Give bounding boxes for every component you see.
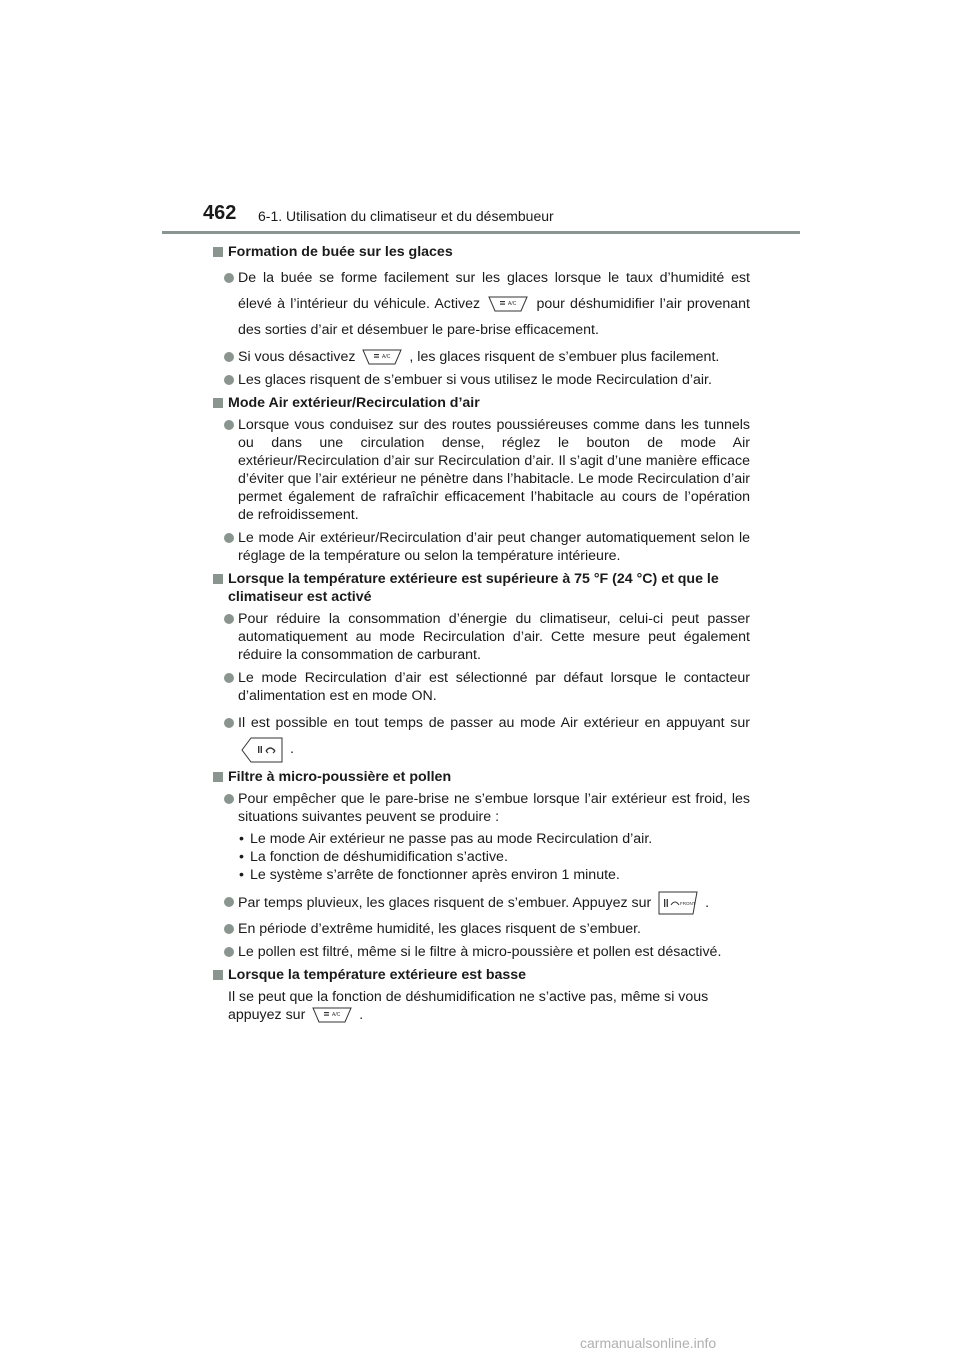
watermark: carmanualsonline.info [580, 1335, 717, 1351]
recirculation-button-icon [241, 737, 283, 763]
sub-list-item: • La fonction de déshumidification s’active. [239, 848, 508, 865]
list-item [210, 371, 750, 389]
item-text: En période d’extrême humidité, les glaces risquent de s’embuer. [238, 920, 641, 937]
section-heading [210, 243, 750, 261]
page-number: 462 [203, 202, 237, 224]
list-item [210, 348, 750, 366]
item-text: Le mode Air extérieur/Recirculation d’air peut changer automatiquement selon le réglage de la température ou selon la température intérieure. [238, 530, 750, 565]
section-heading-text: Filtre à micro-poussière et pollen [228, 768, 452, 785]
item-text: Pour réduire la consommation d’énergie du climatiseur, celui-ci peut passer automatiquement au mode Recirculation d’air. Cette mesure peut également réduire la consommation de carburant. [238, 611, 750, 664]
list-item [210, 710, 750, 762]
section-filter [210, 768, 750, 961]
page-header [0, 0, 960, 240]
header-rule [162, 231, 800, 234]
item-text: Par temps pluvieux, les glaces risquent de s’embuer. Appuyez sur [238, 894, 652, 911]
round-bullet-icon [224, 375, 234, 385]
ac-label: A/C [382, 354, 391, 361]
ac-label: A/C [508, 301, 517, 308]
paragraph-text: Il se peut que la fonction de déshumidification ne s’active pas, même si vous appuyez sur [228, 988, 709, 1023]
section-heading [210, 768, 750, 786]
sub-list-item: • Le mode Air extérieur ne passe pas au mode Recirculation d’air. [239, 830, 653, 847]
list-item [210, 920, 750, 938]
square-bullet-icon [213, 970, 223, 980]
square-bullet-icon [213, 772, 223, 782]
paragraph-text: . [359, 1006, 364, 1023]
page-content [210, 243, 750, 1028]
item-text: , les glaces risquent de s’embuer plus facilement. [409, 349, 720, 365]
ac-button-icon [312, 1006, 352, 1024]
sub-list-item: • Le système s’arrête de fonctionner après environ 1 minute. [239, 866, 620, 883]
round-bullet-icon [224, 718, 234, 728]
section-heading-text: Formation de buée sur les glaces [228, 244, 453, 260]
section-heading [210, 570, 750, 606]
item-text: pour déshumidifier l’air provenant des sorties d’air et désembuer le pare-brise efficacement. [238, 296, 750, 338]
round-bullet-icon [224, 897, 234, 907]
item-text: Si vous désactivez [238, 349, 356, 365]
item-text: . [289, 741, 294, 758]
paragraph [210, 988, 750, 1024]
chapter-title: 6-1. Utilisation du climatiseur et du désembueur [258, 208, 554, 224]
section-high-temperature [210, 570, 750, 762]
section-heading [210, 966, 750, 984]
item-text: . [705, 894, 710, 911]
item-text: Il est possible en tout temps de passer au mode Air extérieur en appuyant sur [238, 715, 750, 732]
list-item [210, 416, 750, 524]
ac-button-icon [362, 348, 402, 366]
list-item [210, 790, 750, 826]
front-label: FRONT [680, 900, 696, 906]
item-text: Le mode Recirculation d’air est sélectionné par défaut lorsque le contacteur d’alimentation est en mode ON. [238, 670, 750, 705]
section-low-temperature [210, 966, 750, 1024]
item-text: Lorsque vous conduisez sur des routes poussiéreuses comme dans les tunnels ou dans une circulation dense, réglez le bouton de mode Air extérieur/Recirculation d’air sur Recirculation d’air. Il s’agit d’une manière efficace d’éviter que l’air extérieur ne pénètre dans l’habitacle. Le mode Recirculation d’air permet également de rafraîchir efficacement l’habitacle au cours de l’opération de refroidissement. [238, 417, 750, 524]
round-bullet-icon [224, 352, 234, 362]
list-item [210, 265, 750, 343]
section-heading-text: Mode Air extérieur/Recirculation d’air [228, 395, 480, 412]
item-text: Les glaces risquent de s’embuer si vous utilisez le mode Recirculation d’air. [238, 372, 712, 389]
list-item [210, 891, 750, 915]
section-heading [210, 394, 750, 412]
round-bullet-icon [224, 924, 234, 934]
item-text: De la buée se forme facilement sur les glaces lorsque le taux d’humidité est élevé à l’intérieur du véhicule. Activez [238, 270, 750, 312]
list-item [210, 669, 750, 705]
ac-button-icon [488, 295, 528, 313]
round-bullet-icon [224, 614, 234, 624]
ac-label: A/C [332, 1011, 341, 1018]
sub-list [238, 830, 750, 884]
square-bullet-icon [213, 574, 223, 584]
square-bullet-icon [213, 247, 223, 257]
section-heading-text: Lorsque la température extérieure est basse [228, 966, 527, 983]
section-heading-text: Lorsque la température extérieure est supérieure à 75 °F (24 °C) et que le climatiseur est activé [228, 571, 719, 606]
section-air-mode [210, 394, 750, 565]
item-text: Pour empêcher que le pare-brise ne s’embue lorsque l’air extérieur est froid, les situations suivantes peuvent se produire : [238, 790, 750, 825]
round-bullet-icon [224, 420, 234, 430]
list-item [210, 529, 750, 565]
round-bullet-icon [224, 273, 234, 283]
section-fogging [210, 243, 750, 389]
front-defroster-button-icon [658, 891, 698, 915]
round-bullet-icon [224, 673, 234, 683]
list-item [210, 943, 750, 961]
list-item [210, 610, 750, 664]
round-bullet-icon [224, 794, 234, 804]
square-bullet-icon [213, 398, 223, 408]
round-bullet-icon [224, 947, 234, 957]
item-text: Le pollen est filtré, même si le filtre à micro-poussière et pollen est désactivé. [238, 943, 722, 960]
round-bullet-icon [224, 533, 234, 543]
